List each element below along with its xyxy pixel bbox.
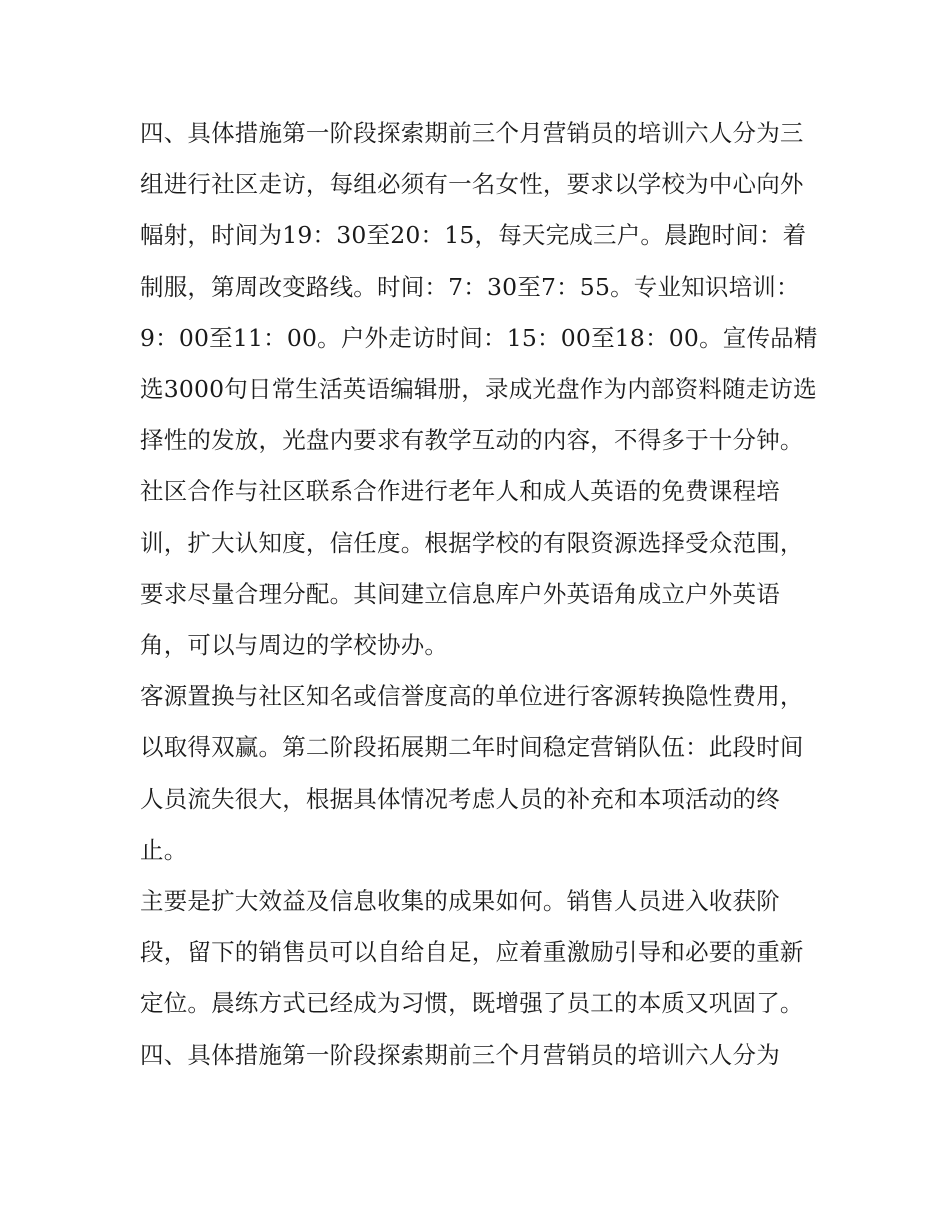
paragraph-4: 四、具体措施第一阶段探索期前三个月营销员的培训六人分为 xyxy=(140,1040,780,1069)
paragraph-3: 主要是扩大效益及信息收集的成果如何。销售人员进入收获阶段，留下的销售员可以自给自足，应着重激励引导和必要的重新定位。晨练方式已经成为习惯，既增强了员工的本质又巩固了。 xyxy=(140,887,804,1018)
paragraph-1: 四、具体措施第一阶段探索期前三个月营销员的培训六人分为三组进行社区走访，每组必须有一名女性，要求以学校为中心向外幅射，时间为19：30至20：15，每天完成三户。晨跑时间：着制服，第周改变路线。时间：7：30至7：55。专业知识培训：9：00至11：00。户外走访时间：15：00至18：00。宣传品精选3000句日常生活英语编辑册，录成光盘作为内部资料随走访选择性的发放，光盘内要求有教学互动的内容，不得多于十分钟。社区合作与社区联系合作进行老年人和成人英语的免费课程培训，扩大认知度，信任度。根据学校的有限资源选择受众范围，要求尽量合理分配。其间建立信息库户外英语角成立户外英语角，可以与周边的学校协办。 xyxy=(140,119,818,660)
document-body xyxy=(140,108,820,1081)
paragraph-2: 客源置换与社区知名或信誉度高的单位进行客源转换隐性费用，以取得双赢。第二阶段拓展期二年时间稳定营销队伍：此段时间人员流失很大，根据具体情况考虑人员的补充和本项活动的终止。 xyxy=(140,682,804,864)
